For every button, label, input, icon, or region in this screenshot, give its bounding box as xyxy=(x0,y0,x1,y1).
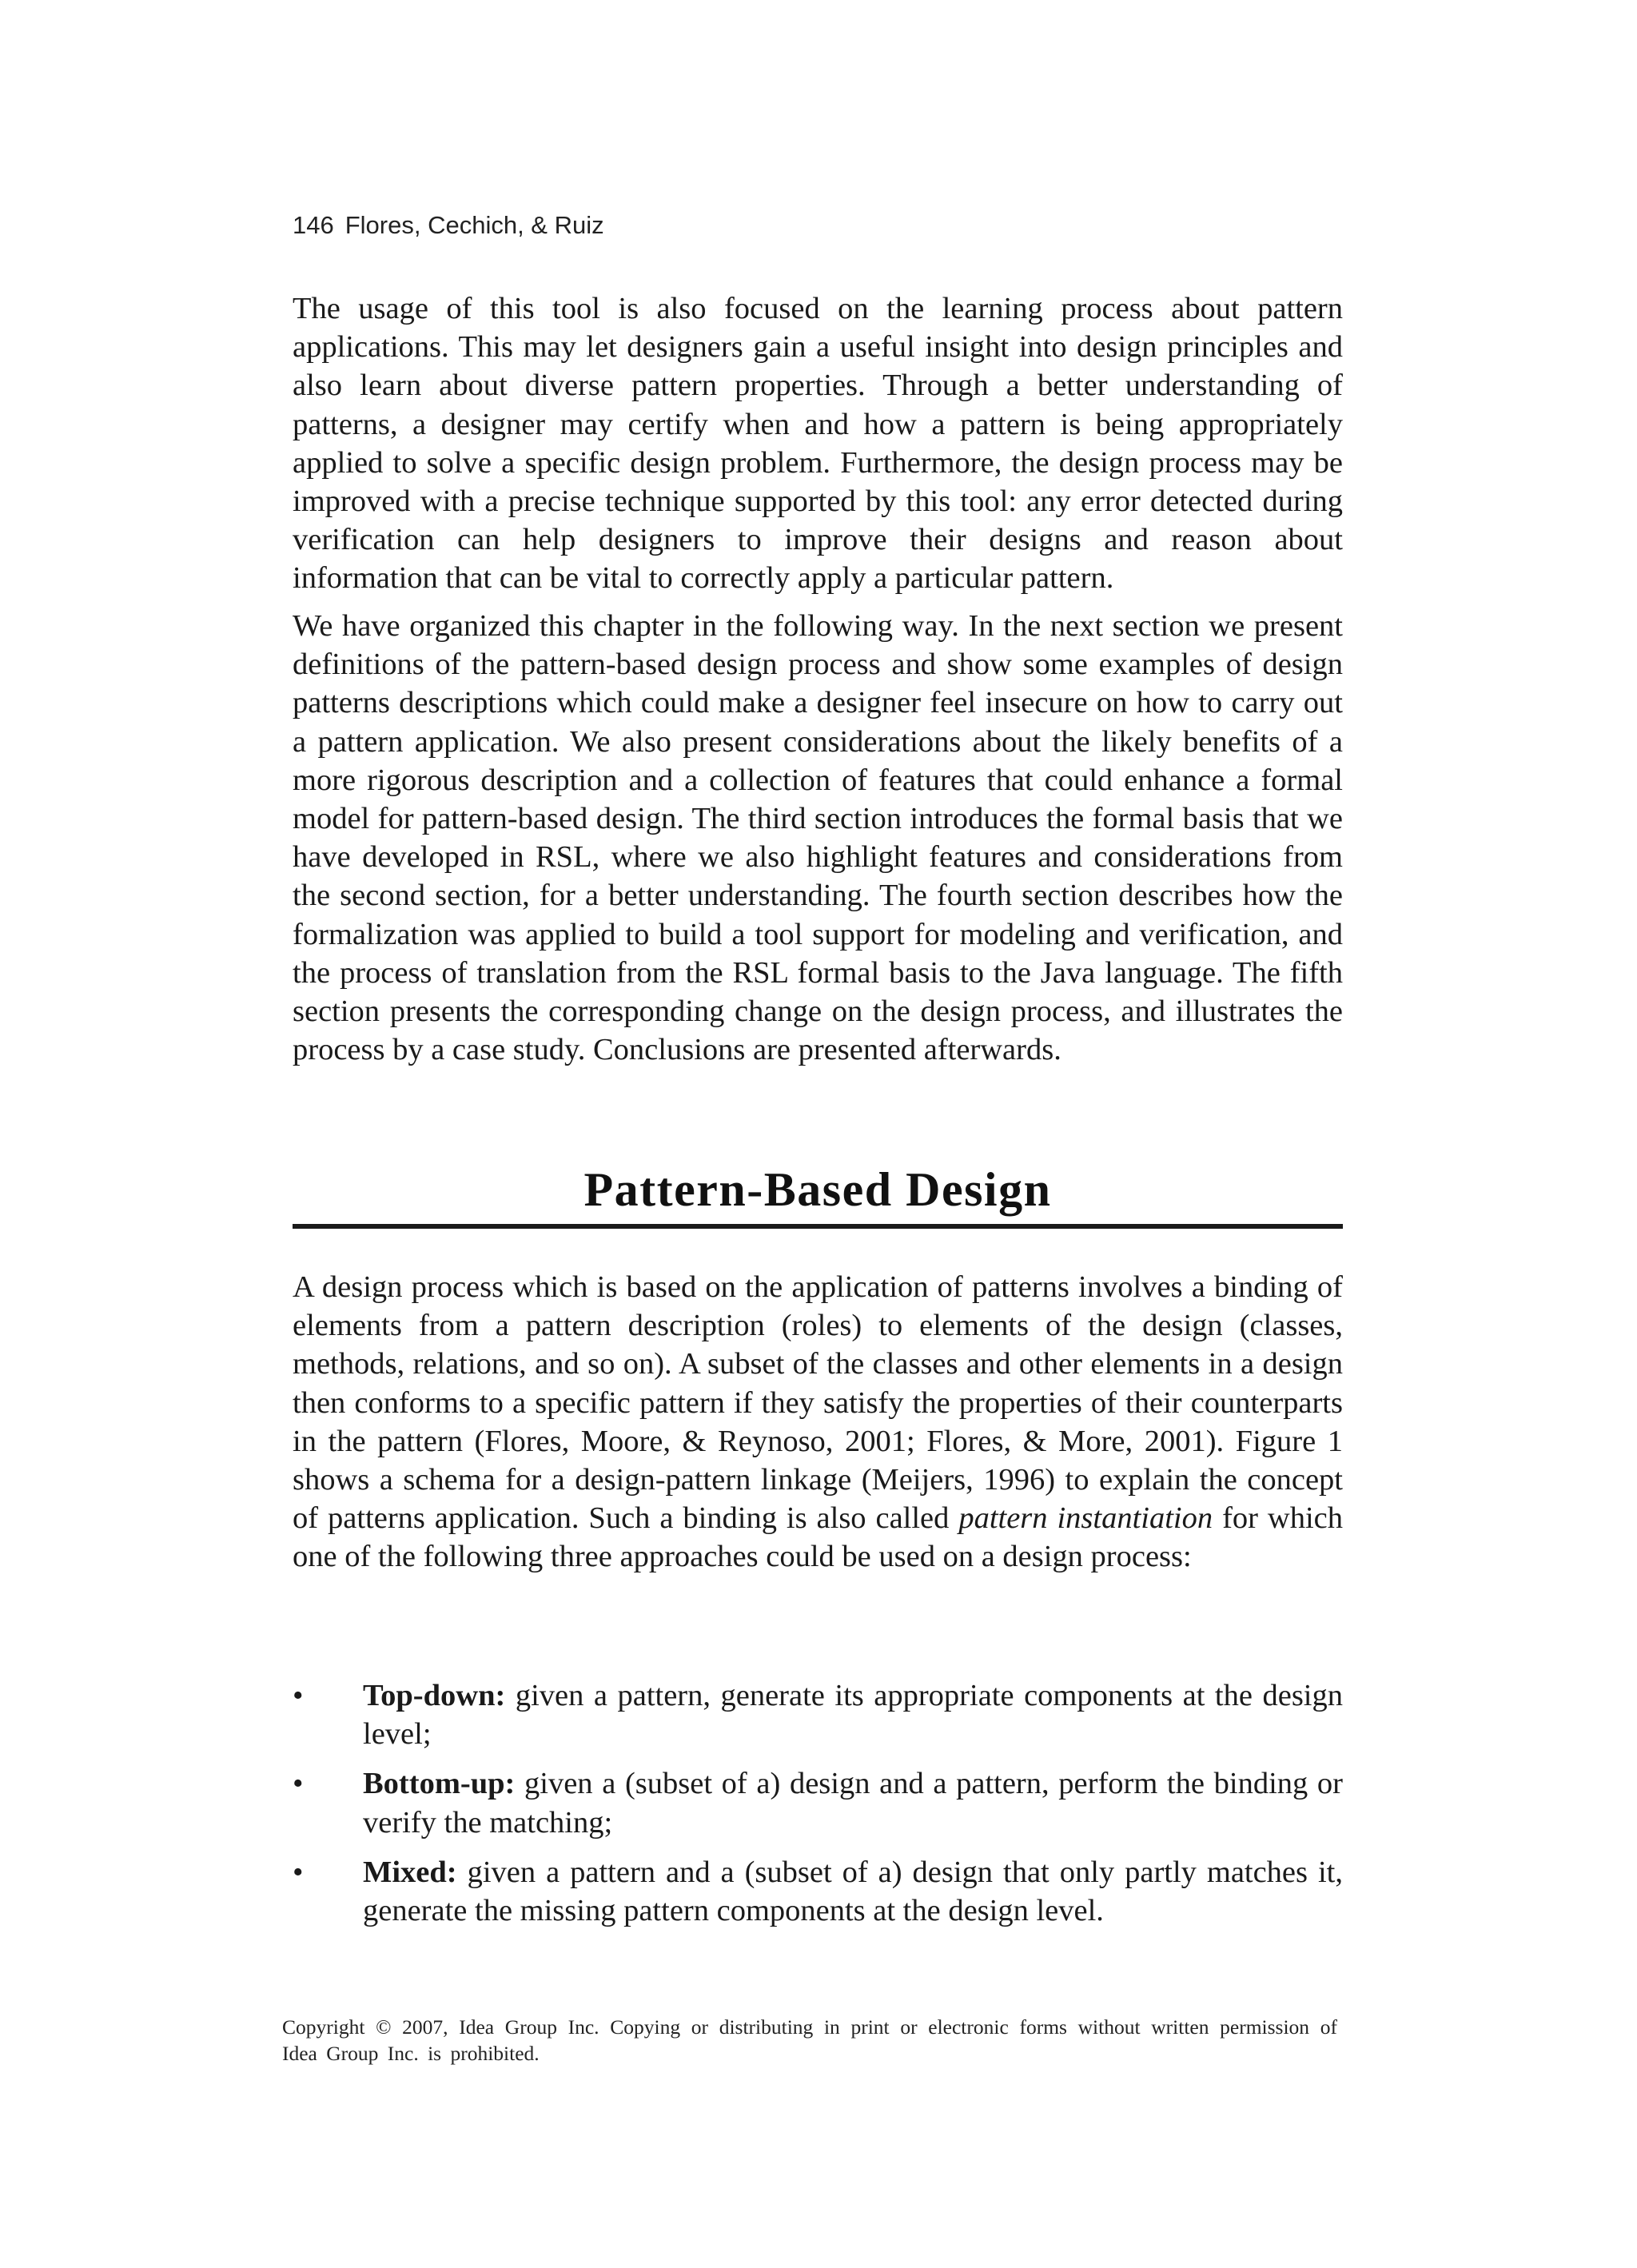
list-item-term: Top-down: xyxy=(363,1679,506,1712)
list-item-text: given a pattern, generate its appropriate components at the design level; xyxy=(363,1679,1343,1752)
paragraph-italic-term: pattern instantiation xyxy=(958,1501,1213,1536)
bullet-icon: • xyxy=(293,1679,304,1712)
copyright-notice: Copyright © 2007, Idea Group Inc. Copying or distributing in print or electronic forms without written permission of Idea Group Inc. is prohibited. xyxy=(282,2015,1337,2065)
list-item-bottom-up xyxy=(293,1764,1343,1841)
paragraph-tool-usage xyxy=(293,289,1343,598)
approaches-list xyxy=(293,1676,1343,1941)
page-number: 146 xyxy=(293,211,334,239)
list-item-term: Mixed: xyxy=(363,1855,457,1889)
bullet-icon: • xyxy=(293,1767,304,1801)
paragraph-design-process xyxy=(293,1268,1343,1576)
bullet-icon: • xyxy=(293,1855,304,1889)
running-head-authors: Flores, Cechich, & Ruiz xyxy=(345,211,604,239)
paragraph-text xyxy=(293,1268,1343,1576)
list-item-text: given a (subset of a) design and a pattern, perform the binding or verify the matching; xyxy=(363,1767,1343,1840)
section-heading-rule xyxy=(293,1224,1343,1229)
list-item-mixed xyxy=(293,1853,1343,1930)
paragraph-text: The usage of this tool is also focused on the learning process about pattern applications. This may let designers gain a useful insight into design principles and also learn about diverse pattern properties. Through a better understanding of patterns, a designer may certify when and how a pattern is being appropriately applied to solve a specific design problem. Furthermore, the design process may be improved with a precise technique supported by this tool: any error detected during verification can help designers to improve their designs and reason about information that can be vital to correctly apply a particular pattern. xyxy=(293,292,1343,596)
section-heading: Pattern-Based Design xyxy=(584,1163,1052,1216)
paragraph-text: We have organized this chapter in the following way. In the next section we present definitions of the pattern-based design process and show some examples of design patterns descriptions which could make a designer feel insecure on how to carry out a pattern application. We also present considerations about the likely benefits of a more rigorous description and a collection of features that could enhance a formal model for pattern-based design. The third section introduces the formal basis that we have developed in RSL, where we also highlight features and considerations from the second section, for a better understanding. The fourth section describes how the formalization was applied to build a tool support for modeling and verification, and the process of translation from the RSL formal basis to the Java language. The fifth section presents the corresponding change on the design process, and illustrates the process by a case study. Conclusions are presented afterwards. xyxy=(293,609,1343,1067)
paragraph-text-part: A design process which is based on the application of patterns involves a binding of elements from a pattern description (roles) to elements of the design (classes, methods, relations, and so on). A subset of the classes and other elements in a design then conforms to a specific pattern if they satisfy the properties of their counterparts in the pattern (Flores, Moore, & Reynoso, 2001; Flores, & More, 2001). Figure 1 shows a schema for a design-pattern linkage (Meijers, 1996) to explain the concept of patterns application. Such a binding is also called xyxy=(293,1270,1343,1536)
paragraph-chapter-organization xyxy=(293,607,1343,1069)
running-head xyxy=(293,209,604,241)
paragraph-text-part: for which one of the following three approaches could be used on a design process: xyxy=(293,1501,1343,1574)
list-item-top-down xyxy=(293,1676,1343,1753)
list-item-term: Bottom-up: xyxy=(363,1767,516,1801)
list-item-text: given a pattern and a (subset of a) design that only partly matches it, generate the missing pattern components at the design level. xyxy=(363,1855,1343,1928)
